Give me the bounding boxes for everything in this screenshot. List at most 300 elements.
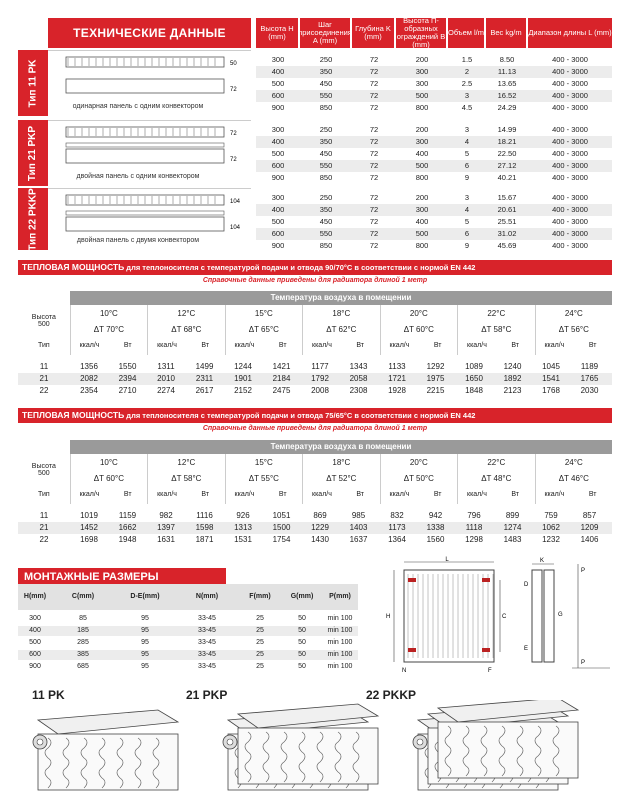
temp-value: 24°C bbox=[564, 308, 583, 318]
tech-cell: 350 bbox=[319, 205, 333, 214]
heat-value-cell: 2152 bbox=[234, 386, 252, 395]
tech-cell: 350 bbox=[319, 137, 333, 146]
tech-cell: 2.5 bbox=[461, 79, 473, 88]
tech-header-2: Глубина K (mm) bbox=[352, 18, 394, 48]
heat-value-cell: 1541 bbox=[542, 374, 560, 383]
tech-cell: 500 bbox=[271, 79, 285, 88]
tech-cell: 850 bbox=[319, 103, 333, 112]
tech-cell: 600 bbox=[271, 91, 285, 100]
mount-cell: 25 bbox=[256, 615, 264, 622]
temp-value: 10°C bbox=[99, 457, 118, 467]
heat-value-cell: 1311 bbox=[157, 362, 175, 371]
mount-cell: 285 bbox=[77, 639, 89, 646]
radiator-label-21pkp: 21 PKP bbox=[186, 688, 228, 702]
tech-cell: 400 - 3000 bbox=[552, 79, 588, 88]
heat-row bbox=[18, 385, 612, 397]
tech-cell: 300 bbox=[415, 137, 429, 146]
unit-kcal: ккал/ч bbox=[380, 486, 419, 504]
heat-type-cell: 21 bbox=[39, 374, 49, 383]
heat-value-cell: 2475 bbox=[272, 386, 291, 395]
heat2-title-rest: для теплоносителя с температурой подачи и отвода 75/65°C в соответствии с нормой EN 442 bbox=[124, 411, 476, 420]
tech-row bbox=[256, 90, 612, 102]
tech-cell: 300 bbox=[271, 55, 285, 64]
tech-cell: 72 bbox=[369, 149, 379, 158]
tech-cell: 9 bbox=[464, 241, 470, 250]
heat-value-cell: 857 bbox=[582, 511, 597, 520]
mount-cell: 500 bbox=[29, 639, 41, 646]
tech-cell: 72 bbox=[369, 55, 379, 64]
heat-value-cell: 2008 bbox=[311, 386, 329, 395]
heat-value-cell: 2311 bbox=[195, 374, 214, 383]
heat-value-cell: 1430 bbox=[311, 535, 329, 544]
heat-value-cell: 1550 bbox=[118, 362, 137, 371]
temp-col-0 bbox=[70, 454, 147, 486]
tech-cell: 72 bbox=[369, 103, 379, 112]
delta-value: ΔT 48°C bbox=[481, 473, 512, 483]
mount-cell: 385 bbox=[77, 651, 89, 658]
tech-cell: 500 bbox=[271, 149, 285, 158]
heat-value-cell: 1019 bbox=[80, 511, 98, 520]
heat-value-cell: 1051 bbox=[272, 511, 291, 520]
tech-cell: 800 bbox=[415, 173, 429, 182]
temp-header-row bbox=[18, 305, 612, 337]
mount-row bbox=[18, 638, 358, 648]
temp-col-2 bbox=[225, 305, 302, 337]
mount-cell: 95 bbox=[141, 651, 149, 658]
tech-row bbox=[256, 204, 612, 216]
heat-value-cell: 1298 bbox=[465, 535, 483, 544]
dim-D: D bbox=[524, 582, 529, 588]
temp-value: 24°C bbox=[564, 457, 583, 467]
mount-cell: 95 bbox=[141, 615, 149, 622]
radiator-22pkkp-image bbox=[413, 700, 578, 790]
tech-cell: 300 bbox=[271, 193, 285, 202]
unit-row bbox=[18, 337, 612, 355]
tech-cell: 400 - 3000 bbox=[552, 103, 588, 112]
mount-cell: 50 bbox=[298, 615, 306, 622]
tech-cell: 200 bbox=[415, 193, 429, 202]
radiator-21pkp-image bbox=[223, 704, 378, 790]
mount-header-5: G(mm) bbox=[290, 593, 314, 600]
panel-caption: одинарная панель с одним конвектором bbox=[72, 103, 204, 110]
heat-value-cell: 2617 bbox=[195, 386, 214, 395]
tech-cell: 400 - 3000 bbox=[552, 241, 588, 250]
heat-value-cell: 832 bbox=[390, 511, 404, 520]
tech-row bbox=[256, 172, 612, 184]
delta-value: ΔT 60°C bbox=[93, 473, 124, 483]
tech-row bbox=[256, 216, 612, 228]
heat2-table bbox=[18, 454, 612, 546]
tech-cell: 300 bbox=[271, 125, 285, 134]
tech-cell: 500 bbox=[415, 229, 429, 238]
tech-cell: 4 bbox=[464, 205, 470, 214]
tech-cell: 450 bbox=[319, 149, 333, 158]
mount-cell: 95 bbox=[141, 639, 149, 646]
heat-value-cell: 1928 bbox=[388, 386, 406, 395]
tech-cell: 850 bbox=[319, 241, 333, 250]
heat2-subtitle: Справочные данные приведены для радиатора длиной 1 метр bbox=[202, 425, 428, 432]
heat-value-cell: 1343 bbox=[349, 362, 368, 371]
temp-col-5 bbox=[457, 454, 534, 486]
heat-value-cell: 982 bbox=[159, 511, 173, 520]
heat-value-cell: 1118 bbox=[465, 523, 483, 532]
mount-cell: 300 bbox=[29, 615, 41, 622]
heat1-table bbox=[18, 305, 612, 397]
mount-header-2: D-E(mm) bbox=[130, 593, 160, 600]
heat-value-cell: 1560 bbox=[426, 535, 445, 544]
tech-cell: 72 bbox=[369, 229, 379, 238]
temp-header-row bbox=[18, 454, 612, 486]
heat-value-cell: 1871 bbox=[195, 535, 214, 544]
tech-cell: 500 bbox=[415, 161, 429, 170]
tech-row bbox=[256, 160, 612, 172]
mount-cell: 50 bbox=[298, 627, 306, 634]
tech-cell: 3 bbox=[464, 125, 470, 134]
tech-cell: 250 bbox=[319, 55, 333, 64]
heat1-subtitle: Справочные данные приведены для радиатора длиной 1 метр bbox=[202, 277, 428, 284]
tech-cell: 800 bbox=[415, 241, 429, 250]
unit-kcal: ккал/ч bbox=[457, 486, 496, 504]
height-label: Высота bbox=[31, 463, 56, 470]
unit-w: Вт bbox=[278, 491, 287, 498]
heat-value-cell: 1531 bbox=[234, 535, 252, 544]
heat-type-cell: 22 bbox=[39, 386, 49, 395]
radiator-label-11pk: 11 PK bbox=[32, 688, 65, 702]
tech-cell: 550 bbox=[319, 161, 333, 170]
tech-cell: 250 bbox=[319, 193, 333, 202]
heat-value-cell: 2082 bbox=[80, 374, 98, 383]
tech-cell: 31.02 bbox=[497, 229, 517, 238]
tech-cell: 400 - 3000 bbox=[552, 55, 588, 64]
unit-kcal: ккал/ч bbox=[70, 486, 109, 504]
type-label: Тип 22 PKKP bbox=[27, 187, 39, 251]
tech-cell: 400 - 3000 bbox=[552, 229, 588, 238]
unit-w: Вт bbox=[201, 491, 210, 498]
heat-type-cell: 11 bbox=[39, 362, 49, 371]
heat1-title bbox=[18, 260, 612, 275]
heat-value-cell: 1244 bbox=[234, 362, 252, 371]
unit-w: Вт bbox=[278, 342, 287, 349]
heat-value-cell: 1062 bbox=[542, 523, 560, 532]
height-cell bbox=[18, 454, 70, 486]
tech-cell: 72 bbox=[369, 241, 379, 250]
tech-cell: 72 bbox=[369, 79, 379, 88]
tech-header-3: Высота П-образных ограждений B (mm) bbox=[396, 16, 446, 49]
tech-cell: 25.51 bbox=[497, 217, 517, 226]
heat-value-cell: 1045 bbox=[542, 362, 560, 371]
temp-col-2 bbox=[225, 454, 302, 486]
mount-cell: 33-45 bbox=[198, 615, 216, 622]
tech-cell: 72 bbox=[369, 67, 379, 76]
tech-cell: 6 bbox=[464, 161, 470, 170]
tech-cell: 72 bbox=[369, 173, 379, 182]
heat1-title-rest: для теплоносителя с температурой подачи и отвода 90/70°C в соответствии с нормой EN 442 bbox=[124, 263, 476, 272]
tech-cell: 250 bbox=[319, 125, 333, 134]
tech-cell: 18.21 bbox=[497, 137, 517, 146]
tech-cell: 300 bbox=[415, 205, 429, 214]
mount-cell: 25 bbox=[256, 663, 264, 670]
mount-row bbox=[18, 662, 358, 672]
heat-row bbox=[18, 373, 612, 385]
tech-header-1: Шаг присоединения A (mm) bbox=[300, 18, 350, 48]
radiator-11pk-image bbox=[33, 710, 178, 790]
tech-cell: 400 - 3000 bbox=[552, 91, 588, 100]
mount-cell: 685 bbox=[77, 663, 89, 670]
tech-cell: 400 - 3000 bbox=[552, 193, 588, 202]
mount-row bbox=[18, 650, 358, 660]
heat-value-cell: 1089 bbox=[465, 362, 483, 371]
heat-value-cell: 1292 bbox=[426, 362, 445, 371]
tech-header-6: Диапазон длины L (mm) bbox=[528, 18, 612, 48]
tech-cell: 400 bbox=[415, 149, 429, 158]
tech-header-5: Вес kg/m bbox=[486, 18, 526, 48]
mount-header-4: F(mm) bbox=[249, 593, 271, 600]
heat-value-cell: 1313 bbox=[234, 523, 252, 532]
mount-cell: 85 bbox=[79, 615, 87, 622]
tech-cell: 16.52 bbox=[497, 91, 517, 100]
heat-value-cell: 759 bbox=[544, 511, 558, 520]
heat-value-cell: 1403 bbox=[349, 523, 368, 532]
tech-cell: 900 bbox=[271, 103, 285, 112]
heat-value-cell: 1631 bbox=[157, 535, 175, 544]
heat-value-cell: 1232 bbox=[542, 535, 560, 544]
heat-value-cell: 1848 bbox=[465, 386, 483, 395]
mount-row bbox=[18, 626, 358, 636]
type-header: Тип bbox=[37, 342, 50, 349]
delta-value: ΔT 50°C bbox=[403, 473, 434, 483]
tech-cell: 72 bbox=[369, 217, 379, 226]
tech-cell: 45.69 bbox=[497, 241, 517, 250]
heat-row bbox=[18, 361, 612, 373]
tech-row bbox=[256, 192, 612, 204]
tech-cell: 400 - 3000 bbox=[552, 149, 588, 158]
heat-value-cell: 1209 bbox=[580, 523, 599, 532]
heat2-air-bar: Температура воздуха в помещении bbox=[70, 440, 612, 454]
temp-col-4 bbox=[380, 454, 457, 486]
tech-cell: 6 bbox=[464, 229, 470, 238]
delta-value: ΔT 58°C bbox=[171, 473, 202, 483]
temp-col-4 bbox=[380, 305, 457, 337]
mount-cell: 25 bbox=[256, 639, 264, 646]
tech-header-4: Объем l/m bbox=[448, 18, 484, 48]
dim-top: 50 bbox=[230, 61, 237, 67]
tech-cell: 400 - 3000 bbox=[552, 137, 588, 146]
heat-row bbox=[18, 510, 612, 522]
tech-row bbox=[256, 54, 612, 66]
heat-value-cell: 2010 bbox=[157, 374, 175, 383]
temp-value: 15°C bbox=[254, 457, 273, 467]
panel-drawing-2 bbox=[48, 188, 251, 251]
front-view bbox=[386, 557, 507, 674]
unit-kcal: ккал/ч bbox=[225, 486, 264, 504]
tech-cell: 550 bbox=[319, 229, 333, 238]
tech-row bbox=[256, 228, 612, 240]
heat-value-cell: 1754 bbox=[272, 535, 291, 544]
heat-type-cell: 21 bbox=[39, 523, 49, 532]
delta-value: ΔT 70°C bbox=[93, 324, 124, 334]
heat-value-cell: 1948 bbox=[118, 535, 137, 544]
unit-kcal: ккал/ч bbox=[457, 337, 496, 355]
heat-value-cell: 1240 bbox=[503, 362, 522, 371]
tech-cell: 3 bbox=[464, 91, 470, 100]
height-value: 500 bbox=[37, 470, 50, 477]
temp-value: 12°C bbox=[177, 457, 196, 467]
mount-cell: 33-45 bbox=[198, 639, 216, 646]
tech-cell: 550 bbox=[319, 91, 333, 100]
delta-value: ΔT 58°C bbox=[481, 324, 512, 334]
mount-header-6: P(mm) bbox=[329, 593, 351, 600]
unit-w: Вт bbox=[588, 491, 597, 498]
tech-cell: 600 bbox=[271, 161, 285, 170]
heat-value-cell: 1397 bbox=[157, 523, 175, 532]
mount-cell: 95 bbox=[141, 663, 149, 670]
heat-value-cell: 1189 bbox=[580, 362, 599, 371]
delta-value: ΔT 60°C bbox=[403, 324, 434, 334]
temp-value: 20°C bbox=[409, 308, 428, 318]
tech-cell: 350 bbox=[319, 67, 333, 76]
dim-H: H bbox=[386, 614, 391, 620]
tech-cell: 72 bbox=[369, 91, 379, 100]
heat-value-cell: 926 bbox=[236, 511, 250, 520]
unit-w: Вт bbox=[356, 491, 365, 498]
temp-value: 20°C bbox=[409, 457, 428, 467]
heat-value-cell: 899 bbox=[505, 511, 520, 520]
type-header: Тип bbox=[37, 491, 50, 498]
heat-value-cell: 1500 bbox=[272, 523, 291, 532]
tech-cell: 24.29 bbox=[497, 103, 517, 112]
heat-value-cell: 942 bbox=[428, 511, 443, 520]
heat-value-cell: 1116 bbox=[196, 511, 213, 520]
dim-C: C bbox=[502, 614, 507, 620]
mount-cell: min 100 bbox=[327, 639, 353, 646]
panel-drawing-1 bbox=[48, 120, 251, 187]
delta-value: ΔT 68°C bbox=[171, 324, 202, 334]
tech-row bbox=[256, 78, 612, 90]
tech-cell: 4.5 bbox=[461, 103, 473, 112]
temp-value: 22°C bbox=[487, 308, 506, 318]
tech-cell: 72 bbox=[369, 193, 379, 202]
heat-value-cell: 1483 bbox=[503, 535, 522, 544]
mount-cell: 600 bbox=[29, 651, 41, 658]
tech-cell: 20.61 bbox=[497, 205, 517, 214]
heat-value-cell: 1356 bbox=[80, 362, 98, 371]
tech-cell: 800 bbox=[415, 103, 429, 112]
unit-kcal: ккал/ч bbox=[535, 486, 574, 504]
heat-value-cell: 2394 bbox=[118, 374, 137, 383]
delta-value: ΔT 56°C bbox=[558, 324, 589, 334]
tech-cell: 5 bbox=[464, 217, 470, 226]
mount-cell: min 100 bbox=[327, 627, 353, 634]
heat-row bbox=[18, 534, 612, 546]
tech-cell: 4 bbox=[464, 137, 470, 146]
tech-cell: 11.13 bbox=[497, 67, 517, 76]
heat-value-cell: 1721 bbox=[388, 374, 406, 383]
heat-value-cell: 1975 bbox=[426, 374, 445, 383]
mount-cell: 25 bbox=[256, 627, 264, 634]
heat-value-cell: 2274 bbox=[157, 386, 175, 395]
heat-value-cell: 1173 bbox=[388, 523, 406, 532]
mount-cell: 33-45 bbox=[198, 627, 216, 634]
dim-K: K bbox=[540, 558, 545, 564]
heat-value-cell: 1598 bbox=[195, 523, 214, 532]
heat-value-cell: 1768 bbox=[542, 386, 560, 395]
dim-bottom: 104 bbox=[230, 225, 241, 231]
heat-value-cell: 1406 bbox=[580, 535, 599, 544]
heat-value-cell: 1637 bbox=[349, 535, 368, 544]
tech-cell: 500 bbox=[415, 91, 429, 100]
dim-bottom: 72 bbox=[230, 157, 237, 163]
unit-w: Вт bbox=[356, 342, 365, 349]
tech-cell: 400 bbox=[271, 205, 285, 214]
heat-value-cell: 2354 bbox=[80, 386, 98, 395]
unit-w: Вт bbox=[433, 491, 442, 498]
tech-cell: 14.99 bbox=[497, 125, 517, 134]
tech-cell: 1.5 bbox=[461, 55, 473, 64]
heat-value-cell: 2215 bbox=[426, 386, 445, 395]
mount-cell: 185 bbox=[77, 627, 89, 634]
tech-cell: 9 bbox=[464, 173, 470, 182]
tech-row bbox=[256, 66, 612, 78]
unit-kcal: ккал/ч bbox=[147, 337, 186, 355]
panel-drawing-0 bbox=[48, 50, 251, 117]
tech-cell: 900 bbox=[271, 241, 285, 250]
unit-w: Вт bbox=[123, 342, 132, 349]
unit-row bbox=[18, 486, 612, 504]
mount-header-row bbox=[18, 584, 358, 610]
unit-kcal: ккал/ч bbox=[147, 486, 186, 504]
heat-value-cell: 1274 bbox=[503, 523, 522, 532]
mount-header-0: H(mm) bbox=[23, 593, 47, 600]
temp-col-3 bbox=[302, 305, 379, 337]
temp-value: 12°C bbox=[177, 308, 196, 318]
heat-value-cell: 1177 bbox=[311, 362, 329, 371]
tech-cell: 400 bbox=[271, 137, 285, 146]
unit-w: Вт bbox=[123, 491, 132, 498]
mount-header-3: N(mm) bbox=[195, 593, 219, 600]
tech-cell: 2 bbox=[464, 67, 470, 76]
tech-cell: 400 - 3000 bbox=[552, 217, 588, 226]
mount-cell: 33-45 bbox=[198, 663, 216, 670]
tech-cell: 400 - 3000 bbox=[552, 161, 588, 170]
temp-value: 18°C bbox=[332, 457, 351, 467]
height-cell bbox=[18, 305, 70, 337]
dim-G: G bbox=[558, 612, 563, 618]
type-tab-0 bbox=[18, 50, 48, 116]
tech-cell: 400 - 3000 bbox=[552, 205, 588, 214]
panel-caption: двойная панель с двумя конвектором bbox=[76, 237, 200, 244]
tech-cell: 72 bbox=[369, 205, 379, 214]
delta-value: ΔT 55°C bbox=[248, 473, 279, 483]
unit-w: Вт bbox=[433, 342, 442, 349]
dim-top: 104 bbox=[230, 199, 241, 205]
type-label: Тип 11 PK bbox=[27, 59, 39, 107]
mount-header-1: C(mm) bbox=[71, 593, 95, 600]
tech-cell: 600 bbox=[271, 229, 285, 238]
heat-value-cell: 2058 bbox=[349, 374, 368, 383]
dim-F: F bbox=[488, 668, 492, 674]
tech-cell: 300 bbox=[415, 79, 429, 88]
tech-cell: 72 bbox=[369, 137, 379, 146]
tech-header-0: Высота H (mm) bbox=[256, 18, 298, 48]
tech-cell: 72 bbox=[369, 125, 379, 134]
heat-value-cell: 1901 bbox=[234, 374, 252, 383]
heat-value-cell: 1421 bbox=[272, 362, 291, 371]
heat1-title-bold: ТЕПЛОВАЯ МОЩНОСТЬ bbox=[22, 262, 125, 272]
mounting-drawing bbox=[382, 556, 612, 676]
heat-value-cell: 796 bbox=[467, 511, 481, 520]
mount-cell: 50 bbox=[298, 663, 306, 670]
dim-P-bottom: P bbox=[581, 660, 586, 666]
